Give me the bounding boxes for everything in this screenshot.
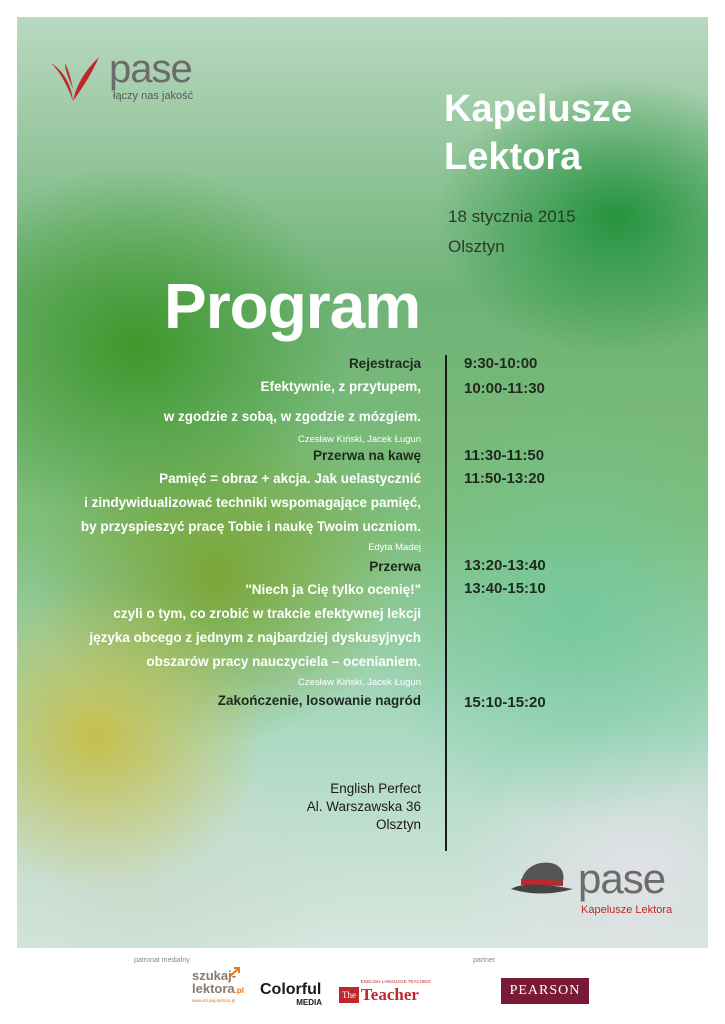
program-time: 15:10-15:20: [464, 694, 546, 711]
program-speaker: Czesław Kiński, Jacek Ługun: [297, 434, 421, 445]
sponsor3-small: ENGLISH LANGUAGE TEACHING: [360, 979, 431, 984]
sponsor1-suffix: .pl: [234, 986, 244, 995]
pase-leaf-logo-icon: [47, 53, 103, 105]
sponsor3-name: Teacher: [361, 985, 419, 1004]
program-item-line: w zgodzie z sobą, w zgodzie z mózgiem.: [163, 409, 421, 424]
sponsor1-line2: lektora: [192, 981, 235, 996]
program-heading: Program: [164, 270, 421, 342]
the-teacher-logo: [339, 979, 431, 1007]
sponsor2-line2: MEDIA: [296, 998, 322, 1007]
program-item-registration: Rejestracja: [348, 356, 421, 371]
venue-city: Olsztyn: [375, 817, 421, 832]
program-time: 13:40-15:10: [464, 580, 546, 597]
program-time: 10:00-11:30: [464, 380, 545, 397]
program-item-coffee-break: Przerwa na kawę: [312, 448, 421, 463]
szukaj-lektora-logo: [192, 970, 250, 1014]
program-item-line: obszarów pracy nauczyciela – ocenianiem.: [146, 654, 421, 669]
event-title-line2: Lektora: [444, 136, 582, 178]
program-time: 9:30-10:00: [464, 355, 538, 372]
sponsor1-url: www.szukaj-lektora.pl: [192, 998, 236, 1003]
program-item-line: by przyspieszyć pracę Tobie i naukę Twoim uczniom.: [80, 519, 421, 534]
venue-address: [307, 780, 421, 834]
program-time: 11:50-13:20: [464, 470, 545, 487]
sponsor2-line1: Colorful: [260, 981, 322, 998]
sponsor3-the: The: [339, 987, 359, 1003]
program-divider: [445, 355, 447, 851]
program-item-session-1: [17, 376, 421, 448]
program-item-line: "Niech ja Cię tylko ocenię!": [245, 582, 421, 597]
venue-name: English Perfect: [330, 781, 421, 796]
arrow-icon: [228, 966, 242, 978]
pase-tagline: łączy nas jakość: [113, 90, 194, 102]
program-item-break: Przerwa: [369, 559, 421, 574]
program-time: 13:20-13:40: [464, 557, 546, 574]
event-title: [444, 85, 632, 181]
program-speaker: Edyta Madej: [368, 542, 421, 553]
media-patron-label: patronat medialny: [134, 957, 190, 964]
event-city: Olsztyn: [448, 237, 505, 256]
program-item-session-2: [17, 468, 421, 556]
event-info: [448, 202, 576, 262]
poster-background: [17, 17, 708, 948]
program-item-line: Pamięć = obraz + akcja. Jak uelastycznić: [159, 471, 421, 486]
partner-label: partner: [473, 957, 496, 964]
program-item-line: czyli o tym, co zrobić w trakcie efektywnej lekcji: [113, 606, 421, 621]
colorful-media-logo: [260, 982, 326, 1007]
program-time: 11:30-11:50: [464, 447, 545, 464]
hat-logo-icon: [511, 859, 575, 899]
pearson-logo: PEARSON: [501, 978, 589, 1004]
program-speaker: Czesław Kiński, Jacek Ługun: [297, 677, 421, 688]
event-date: 18 stycznia 2015: [448, 207, 576, 226]
pase-bottom-tagline: Kapelusze Lektora: [581, 904, 673, 916]
venue-street: Al. Warszawska 36: [306, 799, 421, 814]
pase-bottom-logo-text: pase: [578, 855, 666, 902]
sponsor1-line1: szukaj-: [192, 968, 237, 983]
program-item-line: Efektywnie, z przytupem,: [260, 379, 421, 394]
program-item-line: i zindywidualizować techniki wspomagające pamięć,: [84, 495, 421, 510]
program-item-session-3: [17, 579, 421, 691]
program-item-line: języka obcego z jednym z najbardziej dyskusyjnych: [89, 630, 421, 645]
program-item-closing: Zakończenie, losowanie nagród: [217, 693, 421, 708]
pase-logo-text: pase: [109, 47, 192, 91]
event-title-line1: Kapelusze: [444, 88, 632, 130]
